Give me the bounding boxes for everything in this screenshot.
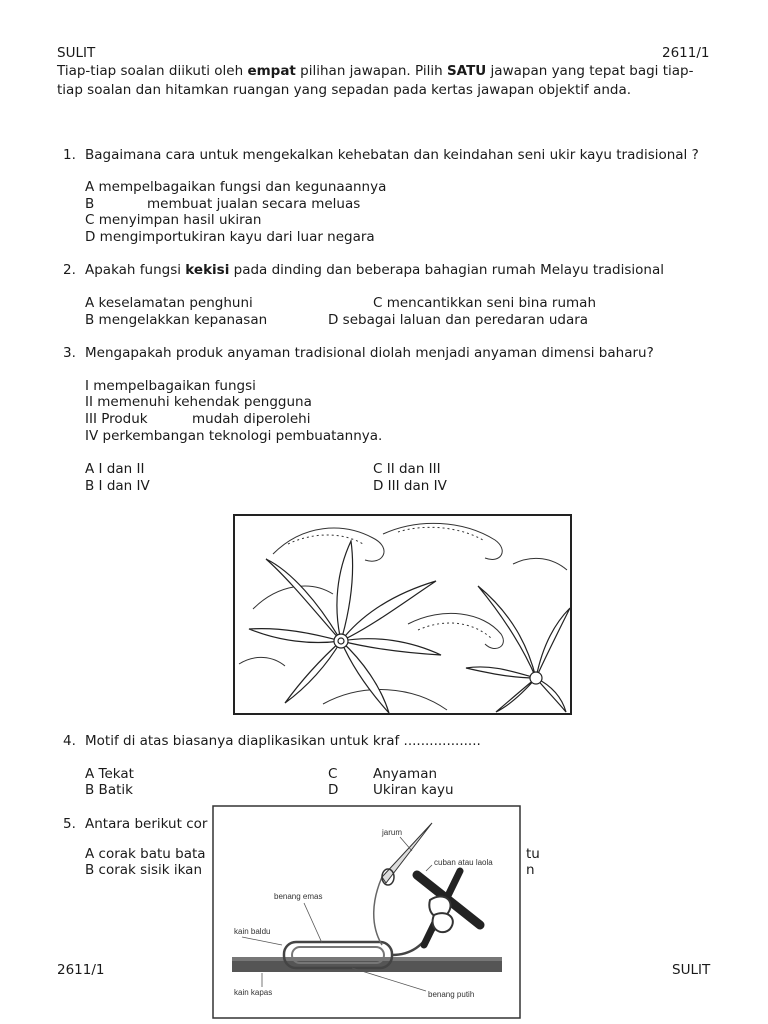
floral-motif-illustration: [233, 514, 572, 715]
instructions-line1: Tiap-tiap soalan diikuti oleh empat pilihan jawapan. Pilih SATU jawapan yang tepat bagi tiap-: [57, 63, 694, 79]
instructions-line2: tiap soalan dan hitamkan ruangan yang sepadan pada kertas jawapan objektif anda.: [57, 82, 632, 98]
q4-option-c: Anyaman: [373, 766, 438, 782]
q5-text: Antara berikut cor: [85, 816, 208, 832]
q1-option-b: membuat jualan secara meluas: [147, 196, 361, 212]
header-left: SULIT: [57, 45, 96, 61]
footer-right: SULIT: [672, 962, 711, 978]
q5-option-c-fragment: tu: [526, 846, 540, 862]
q3-option-a: A I dan II: [85, 461, 145, 477]
q4-number: 4.: [63, 733, 76, 749]
q1-number: 1.: [63, 147, 76, 163]
q2-option-b: B mengelakkan kepanasan: [85, 312, 268, 328]
q3-statement-i: I mempelbagaikan fungsi: [85, 378, 256, 394]
q3-number: 3.: [63, 345, 76, 361]
q4-option-b: B Batik: [85, 782, 133, 798]
label-benang-emas: benang emas: [274, 892, 323, 901]
label-kain-kapas: kain kapas: [234, 988, 273, 997]
q4-text: Motif di atas biasanya diaplikasikan untuk kraf ..................: [85, 733, 481, 749]
q4-option-a: A Tekat: [85, 766, 134, 782]
q1-option-c: C menyimpan hasil ukiran: [85, 212, 262, 228]
q4-option-c-letter: C: [328, 766, 338, 782]
embroidery-diagram: [212, 805, 521, 1019]
q4-option-d: Ukiran kayu: [373, 782, 454, 798]
label-jarum: jarum: [382, 828, 403, 837]
q3-statement-iii-b: mudah diperolehi: [192, 411, 311, 427]
q5-number: 5.: [63, 816, 76, 832]
q2-option-d: D sebagai laluan dan peredaran udara: [328, 312, 589, 328]
q5-option-d-fragment: n: [526, 862, 535, 878]
q1-text: Bagaimana cara untuk mengekalkan kehebatan dan keindahan seni ukir kayu tradisional ?: [85, 147, 699, 163]
footer-left: 2611/1: [57, 962, 105, 978]
q2-option-a: A keselamatan penghuni: [85, 295, 253, 311]
header-right: 2611/1: [662, 45, 710, 61]
q5-option-a: A corak batu bata: [85, 846, 206, 862]
q2-number: 2.: [63, 262, 76, 278]
q2-text: Apakah fungsi kekisi pada dinding dan beberapa bahagian rumah Melayu tradisional: [85, 262, 664, 278]
q4-option-d-letter: D: [328, 782, 339, 798]
q3-option-c: C II dan III: [373, 461, 441, 477]
q3-statement-iii-a: III Produk: [85, 411, 148, 427]
label-cuban: cuban atau laola: [434, 858, 493, 867]
q3-option-d: D III dan IV: [373, 478, 447, 494]
q3-statement-ii: II memenuhi kehendak pengguna: [85, 394, 312, 410]
q1-option-b-letter: B: [85, 196, 95, 212]
q2-option-c: C mencantikkan seni bina rumah: [373, 295, 597, 311]
floral-motif-figure: [233, 514, 572, 715]
q3-option-b: B I dan IV: [85, 478, 150, 494]
label-kain-baldu: kain baldu: [234, 927, 271, 936]
q5-option-b: B corak sisik ikan: [85, 862, 203, 878]
q3-text: Mengapakah produk anyaman tradisional diolah menjadi anyaman dimensi baharu?: [85, 345, 654, 361]
q1-option-d: D mengimportukiran kayu dari luar negara: [85, 229, 375, 245]
label-benang-putih: benang putih: [428, 990, 475, 999]
embroidery-diagram-figure: [212, 805, 521, 1019]
q1-option-a: A mempelbagaikan fungsi dan kegunaannya: [85, 179, 387, 195]
q3-statement-iv: IV perkembangan teknologi pembuatannya.: [85, 428, 383, 444]
